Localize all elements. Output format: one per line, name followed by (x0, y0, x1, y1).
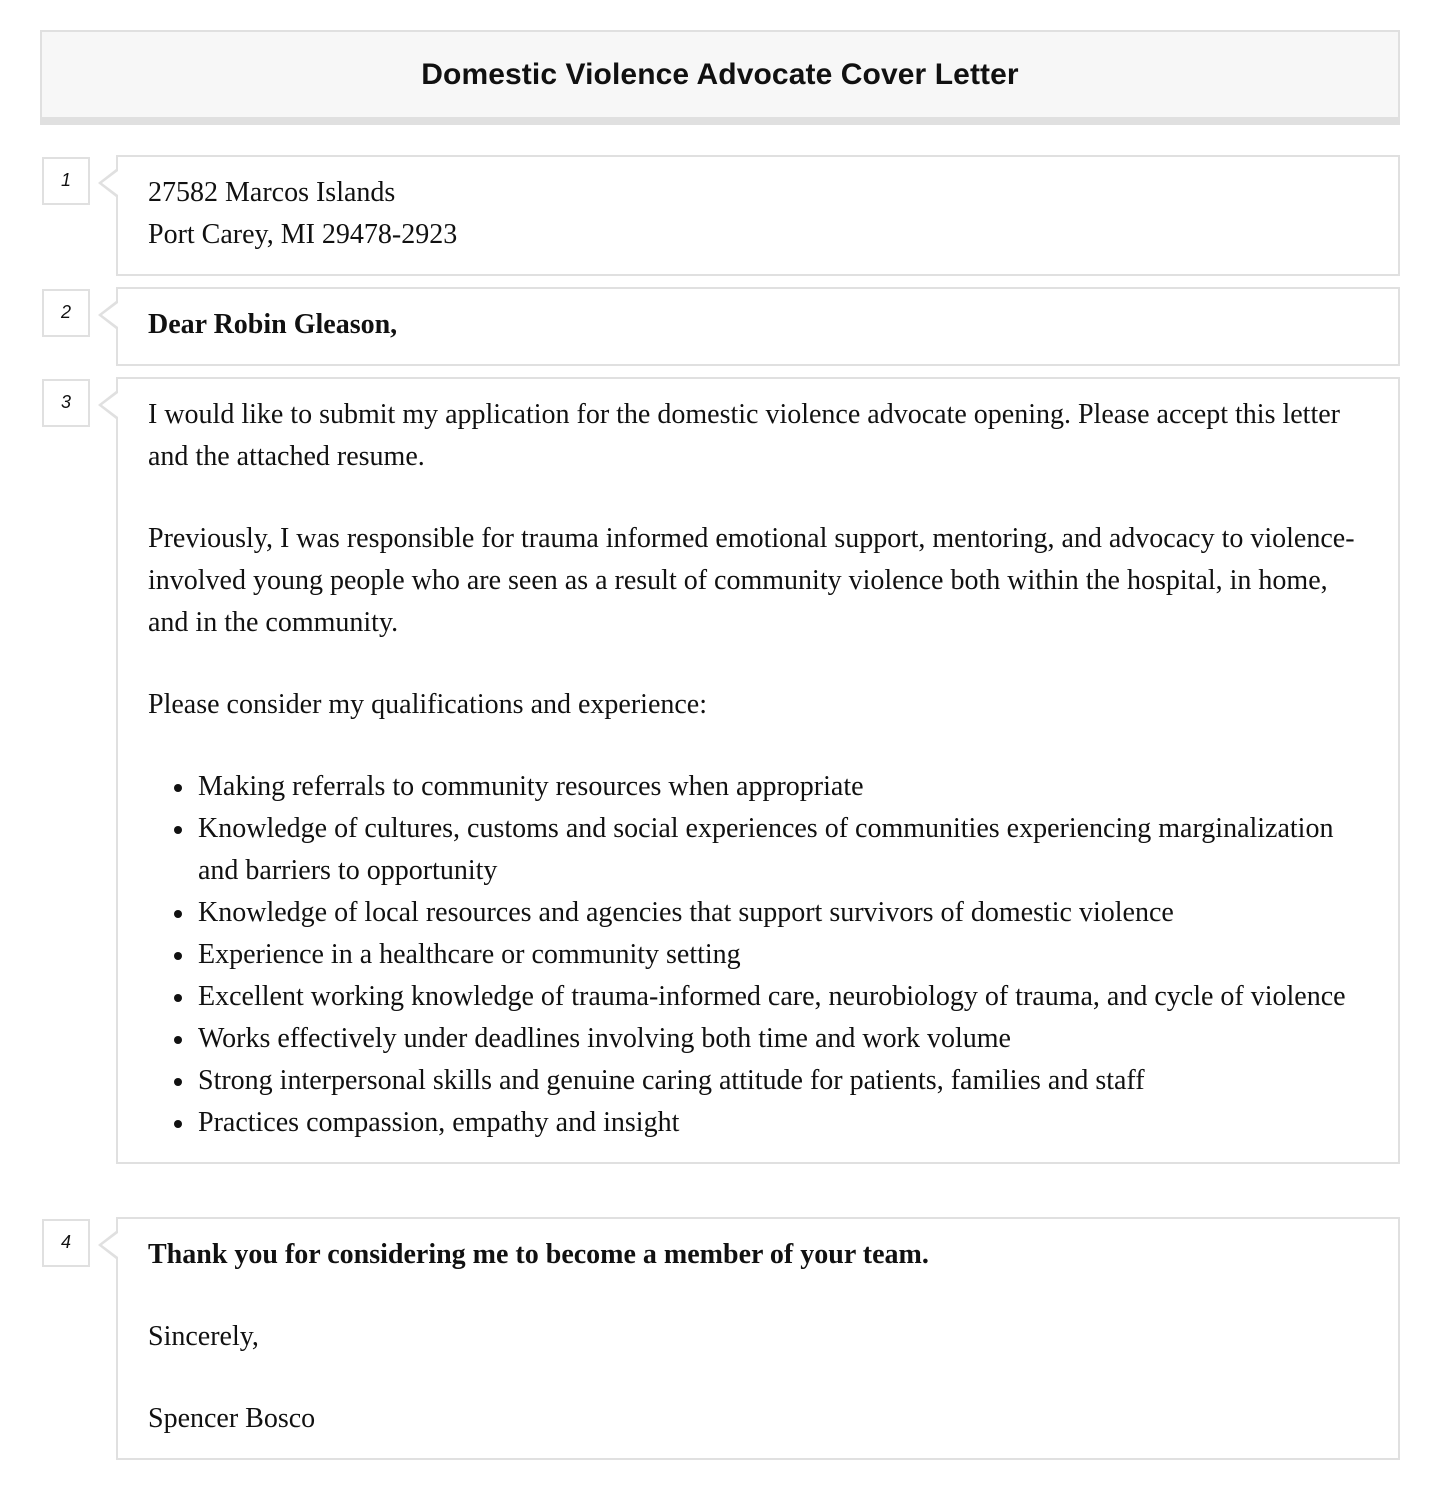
section-content (116, 377, 1400, 1164)
list-item: Strong interpersonal skills and genuine caring attitude for patients, families and staff (170, 1060, 1368, 1102)
address-line-2: Port Carey, MI 29478-2923 (148, 219, 458, 250)
section-number: 4 (42, 1219, 90, 1267)
section-content (116, 155, 1400, 276)
qualifications-list (148, 766, 1368, 1144)
address-line-1: 27582 Marcos Islands (148, 177, 396, 208)
list-item: Knowledge of local resources and agencies that support survivors of domestic violence (170, 892, 1368, 934)
section-number: 2 (42, 289, 90, 337)
document-title: Domestic Violence Advocate Cover Letter (421, 57, 1019, 91)
document-header (40, 30, 1400, 125)
section-content (116, 1217, 1400, 1460)
list-item: Excellent working knowledge of trauma-informed care, neurobiology of trauma, and cycle of violence (170, 976, 1368, 1018)
intro-paragraph: I would like to submit my application for the domestic violence advocate opening. Please accept this letter and the attached resume. (148, 399, 1340, 472)
salutation: Dear Robin Gleason, (148, 309, 398, 340)
section-content (116, 287, 1400, 366)
list-item: Practices compassion, empathy and insight (170, 1102, 1368, 1144)
list-item: Making referrals to community resources when appropriate (170, 766, 1368, 808)
experience-paragraph: Previously, I was responsible for trauma informed emotional support, mentoring, and advocacy to violence-involved young people who are seen as a result of community violence both within the hospital, in home, and in the community. (148, 523, 1355, 638)
signature-name: Spencer Bosco (148, 1403, 316, 1434)
section-number: 1 (42, 157, 90, 205)
closing-statement: Thank you for considering me to become a member of your team. (148, 1239, 929, 1270)
qualifications-intro: Please consider my qualifications and experience: (148, 689, 708, 720)
section-number: 3 (42, 379, 90, 427)
list-item: Works effectively under deadlines involving both time and work volume (170, 1018, 1368, 1060)
list-item: Experience in a healthcare or community setting (170, 934, 1368, 976)
list-item: Knowledge of cultures, customs and social experiences of communities experiencing marginalization and barriers to opportunity (170, 808, 1368, 892)
sign-off: Sincerely, (148, 1321, 259, 1352)
